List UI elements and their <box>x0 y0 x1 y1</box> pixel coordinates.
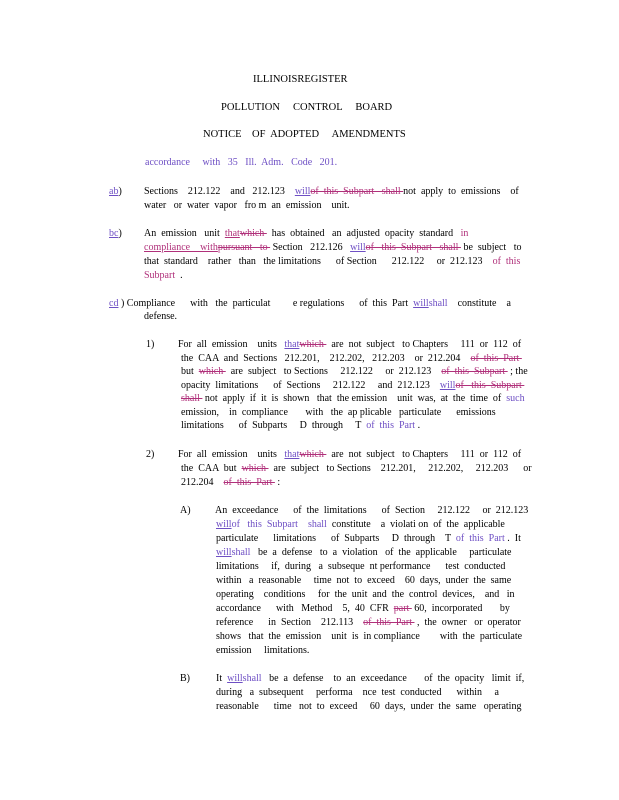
subitem-2-line2: the CAA but which are subject to Sections 212.201, 212.202, 212.203 or <box>181 463 532 474</box>
notice-title: NOTICE OF ADOPTED AMENDMENTS <box>203 129 406 140</box>
clause-b-line3: reasonable time not to exceed 60 days, under the same operating <box>216 701 522 712</box>
subitem-1-number: 1) <box>146 339 155 350</box>
board-title: POLLUTION CONTROL BOARD <box>221 102 393 113</box>
clause-a-line3: particulate limitations of Subparts D through T of this Part . It <box>216 533 521 544</box>
subitem-1-line1: For all emission units thatwhich are not subject to Chapters 111 or 112 of <box>178 339 522 350</box>
subitem-2-number: 2) <box>146 449 155 460</box>
register-title: ILLINOISREGISTER <box>253 74 348 85</box>
clause-b-letter: B) <box>180 673 190 684</box>
item-c-line4: Subpart . <box>144 270 183 281</box>
subitem-1-line6: emission, in compliance with the ap plicable particulate emissions <box>181 407 496 418</box>
clause-a-line11: emission limitations. <box>216 645 310 656</box>
clause-a-line6: within a reasonable time not to exceed 60 days, under the same <box>216 575 512 586</box>
clause-a-line2: willof this Subpart shall constitute a violati on of the applicable <box>216 519 505 530</box>
item-c-line2: compliance withpursuant to Section 212.126 willof this Subpart shall be subject to <box>144 242 522 253</box>
item-c-marker: bc) <box>109 228 122 239</box>
clause-a-line4: willshall be a defense to a violation of the applicable particulate <box>216 547 512 558</box>
clause-a-line10: shows that the emission unit is in compliance with the particulate <box>216 631 523 642</box>
item-c-line1: An emission unit thatwhich has obtained an adjusted opacity standard in <box>144 228 469 239</box>
subitem-2-line3: 212.204 of this Part : <box>181 477 281 488</box>
clause-a-line8: accordance with Method 5, 40 CFR part 60, incorporated by <box>216 603 510 614</box>
subitem-1-line3: but which are subject to Sections 212.122 or 212.123 of this Subpart ; the <box>181 366 528 377</box>
clause-a-line5: limitations if, during a subseque nt performance test conducted <box>216 561 506 572</box>
clause-b-line1: It willshall be a defense to an exceedance of the opacity limit if, <box>216 673 525 684</box>
item-b-line1: Sections 212.122 and 212.123 willof this Subpart shall not apply to emissions of <box>144 186 519 197</box>
item-d-line2: defense. <box>144 311 178 322</box>
item-d-line1: cd ) Compliance with the particulat e regulations of this Part willshall constitute a <box>109 298 511 309</box>
subitem-1-line4: opacity limitations of Sections 212.122 and 212.123 willof this Subpart <box>181 380 525 391</box>
clause-a-letter: A) <box>180 505 191 516</box>
subitem-1-line2: the CAA and Sections 212.201, 212.202, 212.203 or 212.204 of this Part <box>181 353 522 364</box>
clause-a-line7: operating conditions for the unit and the control devices, and in <box>216 589 515 600</box>
item-b-marker: ab) <box>109 186 122 197</box>
subitem-1-line5: shall not apply if it is shown that the emission unit was, at the time of such <box>181 393 525 404</box>
clause-a-line1: An exceedance of the limitations of Section 212.122 or 212.123 <box>215 505 529 516</box>
item-b-line2: water or water vapor fro m an emission unit. <box>144 200 350 211</box>
clause-b-line2: during a subsequent performa nce test conducted within a <box>216 687 499 698</box>
intro-line: accordance with 35 Ill. Adm. Code 201. <box>145 157 338 168</box>
subitem-2-line1: For all emission units thatwhich are not subject to Chapters 111 or 112 of <box>178 449 522 460</box>
item-c-line3: that standard rather than the limitations of Section 212.122 or 212.123 of this <box>144 256 521 267</box>
subitem-1-line7: limitations of Subparts D through T of this Part . <box>181 420 421 431</box>
clause-a-line9: reference in Section 212.113 of this Part , the owner or operator <box>216 617 521 628</box>
